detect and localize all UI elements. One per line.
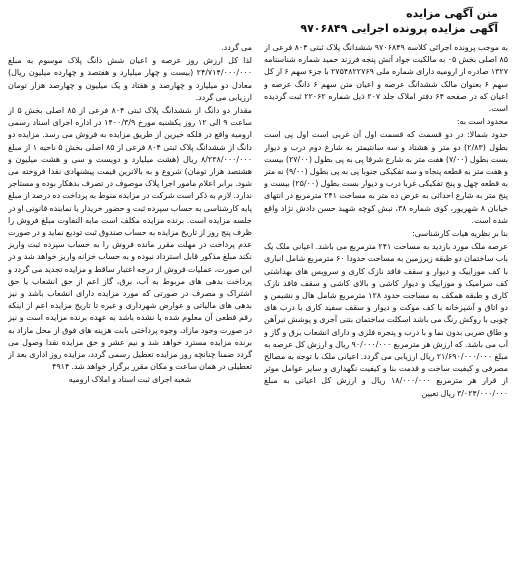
paragraph-bounds-label: محدود است به:: [456, 117, 508, 127]
right-column: [264, 42, 508, 562]
notice-title: متن آگهی مزایده: [406, 7, 498, 20]
notice-subtitle: آگهی مزایده پرونده اجرایی ۹۷۰۶۸۴۹: [300, 22, 498, 35]
paragraph-signature: شعبه اجرای ثبت اسناد و املاک ارومیه: [68, 375, 192, 385]
paragraph-total-value: لذا کل ارزش روز عرصه و اعیان شش دانگ پلاک موسوم به مبلغ ۲۴/۷۱۴/۰۰۰/۰۰۰ (بیست و چهار میلیارد و هفتصد و چهارده میلیون ریال) معادل دو میلیارد و چهارصد و هفتاد و یک میلیون و چهارصد هزار تومان ارزیابی می گردد.: [8, 56, 252, 102]
text-columns: [8, 42, 508, 562]
paragraph-boundaries: حدود شمالا: در دو قسمت که قسمت اول آن غربی است اول پی است بطول (۲/۸۳) دو متر و هشتاد و سه سانتیمتر به شارع دوم درب و دیوار بست بطول (۷/۰۰) هفت متر به شارع شرقا پی به پی بطول (۲۷/۰۰) بیست و هفت متر به قطعه پنجاه و سه تفکیکی جنوبا پی به پی بطول (۹/۰۰) نه متر به قطعه چهل و پنج تفکیکی غربا درب و دیوار بست بطول (۲۵/۰۰) بیست و پنج متر به شارع احداثی به عرض ده متر به مساحت ۲۴۱ مترمربع در انتهای خیابان ۸ شهریور، کوی شماره ۳۸، نبش کوچه شهید حسن دادش نژاد واقع شده است.: [264, 130, 508, 225]
paragraph-auction-terms: مقدار دو دانگ از ششدانگ پلاک ثبتی ۸۰۴ فرعی از ۸۵ اصلی بخش ۵ از ساعت ۹ الی ۱۲ روز یکشنبه مورخ ۱۴۰۰/۳/۹ در اداره اجرای اسناد رسمی ارومیه واقع در فلکه خیرین از طریق مزایده به فروش می رسد. مزایده دو دانگ از ششدانگ پلاک ثبتی ۸۰۴ فرعی از ۸۵ اصلی بخش ۵ ناحیه ۱ از مبلغ ۸/۲۳۸/۰۰۰/۰۰۰ ریال (هشت میلیارد و دویست و سی و هشت میلیون و هشتصد هزار تومان) شروع و به بالاترین قیمت پیشنهادی نقدا فروخته می شود. برابر اعلام مامور اجرا پلاک موصوف در تصرف بدهکار بوده و مستاجر ندارد. لازم به ذکر است شرکت در مزایده منوط به پرداخت ده درصد از مبلغ پایه کارشناسی به حساب سپرده ثبت و حضور خریدار یا نماینده قانونی او در جلسه مزایده است. برنده مزایده مکلف است مابه التفاوت مبلغ فروش را ظرف پنج روز از تاریخ مزایده به حساب صندوق ثبت تودیع نماید و در صورت عدم پرداخت در مهلت مقرر مانده فروش را به حساب سپرده ثبت واریز نکند مبلغ مذکور قابل استرداد نبوده و به حساب خزانه واریز خواهد شد و در این صورت، عملیات فروش از درجه اعتبار ساقط و مزایده تجدید می گردد و پرداخت بدهی های مربوط به آب، برق، گاز اعم از حق انشعاب یا حق اشتراک و مصرف در صورتی که مورد مزایده دارای انشعاب باشد و نیز بدهی های مالیاتی و عوارض شهرداری و غیره تا تاریخ مزایده اعم از اینکه رقم قطعی آن معلوم شده یا نشده باشد به عهده برنده مزایده است و نیز در صورت وجود مازاد، وجوه پرداختی بابت هزینه های فوق از محل مازاد به برنده مزایده مسترد خواهد شد و نیم عشر و حق مزایده نقدا وصول می گردد ضمنا چنانچه روز مزایده تعطیل رسمی گردد، مزایده روز اداری بعد از تعطیلی در همان ساعت و مکان مقرر برگزار خواهد شد. ۴۹۱۴: [8, 106, 252, 372]
paragraph-ownership: به موجب پرونده اجرائی کلاسه ۹۷۰۶۸۴۹ ششدانگ پلاک ثبتی ۸۰۴ فرعی از ۸۵ اصلی بخش ۰۵ به مالکیت جواد آتش پنجه فرزند حمید شماره شناسنامه ۱۳۲۷ صادره از ارومیه دارای شماره ملی ۲۷۵۴۸۲۲۷۶۹ با جزء سهم ۶ از کل سهم ۶ بعنوان مالک ششدانگ عرصه و اعیان متن سهم ۶ دانگ عرصه و اعیان که در صفحه ۶۴ دفتر املاک جلد ۲۰۷ ذیل شماره ۲۲۰۶۲ ثبت گردیده است.: [264, 43, 508, 114]
paragraph-continuation: می گردد.: [221, 43, 252, 52]
left-column: [8, 42, 252, 562]
notice-header: [8, 6, 508, 36]
paragraph-expert-label: بنا بر نظریه هیات کارشناسی:: [412, 229, 508, 239]
paragraph-expert-opinion: عرصه ملک مورد بازدید به مساحت ۲۴۱ مترمربع می باشد. اعیانی ملک یک باب ساختمان دو طبقه زیرزمین به مساحت حدودا ۶۰ مترمربع شامل انباری با کف موزاییک و دیوار و سقف فاقد نازک کاری و سرویس های بهداشتی کف سرامیک و موزاییک و دیوار کاشی و بالای کاشی و سقف فاقد نازک کاری و طبقه همکف به مساحت حدود ۱۲۸ مترمربع شامل هال و نشیمن و دو اتاق و آشپزخانه با کف موکت و دیوار و سقف سفید کاری با درب های چوبی با روکش رنگ می باشد اسکلت ساختمان بتنی آجری و پوشش تیرآهن و طاق ضربی بدون نما و با درب و پنجره فلزی و دارای انشعاب برق و گاز و آب می باشد. که ارزش هر مترمربع ۹۰/۰۰۰/۰۰۰ ریال و ارزش کل عرصه به مبلغ ۲۱/۶۹۰/۰۰۰/۰۰۰ ریال ارزیابی می گردد. اعیانی ملک با توجه به مصالح مصرفی و کیفیت ساخت و قدمت بنا و کیفیت نگهداری و سایر عوامل موثر از قرار هر مترمربع ۱۸/۰۰۰/۰۰۰ ریال و ارزش کل اعیانی به مبلغ ۳/۰۲۴/۰۰۰/۰۰۰ ریال تعیین: [264, 242, 508, 398]
